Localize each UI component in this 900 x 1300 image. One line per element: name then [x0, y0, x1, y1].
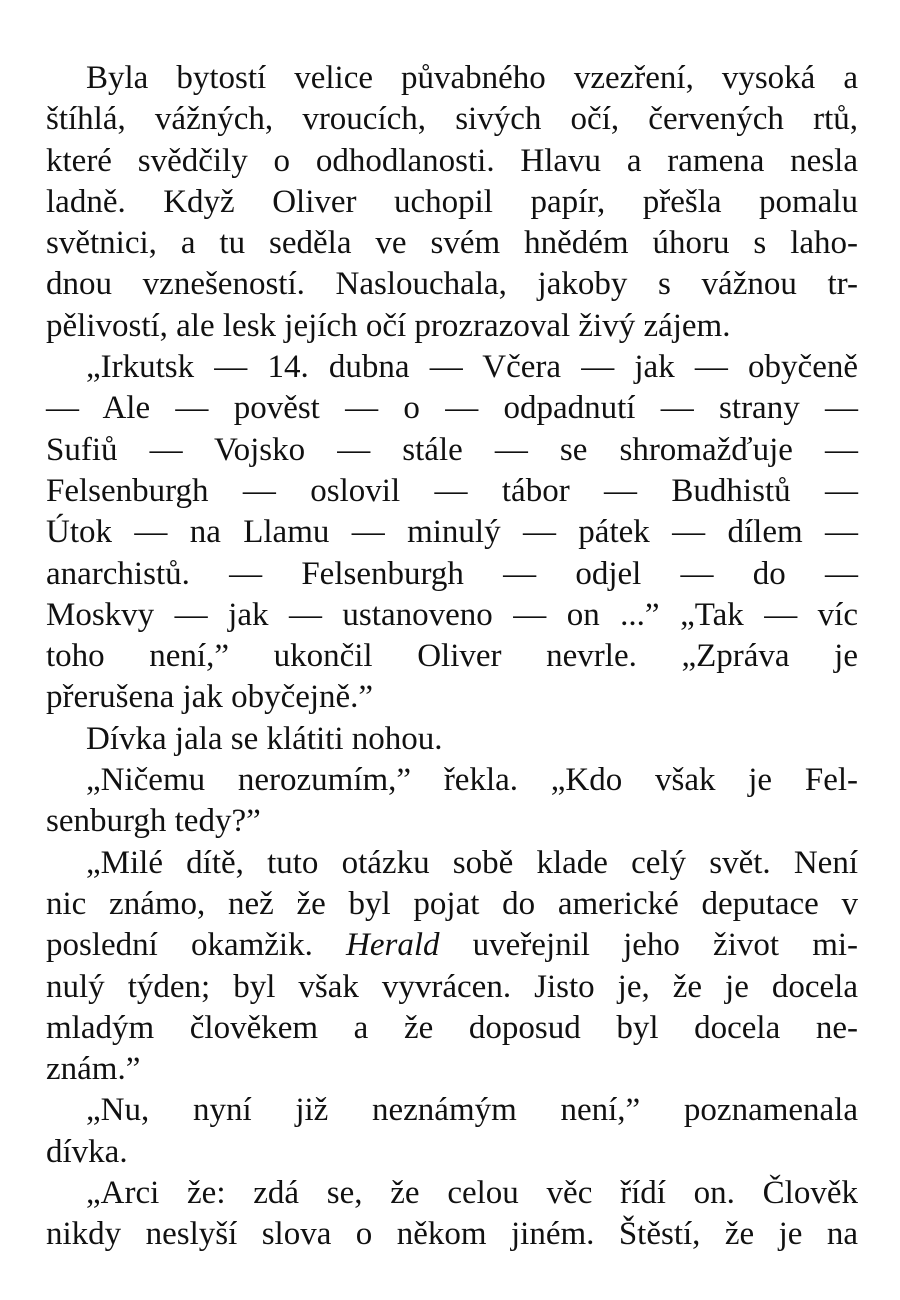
text-line: štíhlá, vážných, vroucích, sivých očí, červených rtů,: [46, 101, 858, 138]
body-text: [46, 58, 858, 1256]
text-line: dnou vznešeností. Naslouchala, jakoby s vážnou tr-: [46, 266, 858, 303]
text-line: ladně. Když Oliver uchopil papír, přešla pomalu: [46, 183, 858, 220]
text-line: nic známo, než že byl pojat do americké deputace v: [46, 885, 858, 922]
text-line: senburgh tedy?”: [46, 803, 261, 840]
paragraph: [46, 843, 858, 1091]
text-line: „Nu, nyní již neznámým není,” poznamenala: [86, 1092, 858, 1129]
text-segment: poslední okamžik.: [46, 927, 313, 964]
text-line: Dívka jala se klátiti nohou.: [86, 720, 443, 757]
text-line: nulý týden; byl však vyvrácen. Jisto je, že je docela: [46, 968, 858, 1005]
text-line: dívka.: [46, 1133, 128, 1170]
text-line: přerušena jak obyčejně.”: [46, 679, 374, 716]
text-line: toho není,” ukončil Oliver nevrle. „Zpráva je: [46, 638, 858, 675]
paragraph: [46, 58, 858, 347]
text-line: které svědčily o odhodlanosti. Hlavu a ramena nesla: [46, 142, 858, 179]
text-line: Byla bytostí velice půvabného vzezření, vysoká a: [86, 60, 858, 96]
text-line: pělivostí, ale lesk jejích očí prozrazoval živý zájem.: [46, 307, 731, 344]
text-line: — Ale — pověst — o — odpadnutí — strany —: [46, 390, 858, 427]
paragraph: [46, 760, 858, 843]
text-line: anarchistů. — Felsenburgh — odjel — do —: [46, 555, 858, 592]
text-line: „Ničemu nerozumím,” řekla. „Kdo však je Fel-: [86, 762, 858, 799]
text-line: „Irkutsk — 14. dubna — Včera — jak — obyčeně: [86, 349, 858, 386]
text-line: Moskvy — jak — ustanoveno — on ...” „Tak — víc: [46, 596, 858, 633]
text-line: nikdy neslyší slova o někom jiném. Štěstí, že je na: [46, 1216, 858, 1253]
text-line: Sufiů — Vojsko — stále — se shromažďuje —: [46, 431, 858, 468]
text-line: [46, 925, 858, 966]
text-line: Felsenburgh — oslovil — tábor — Budhistů —: [46, 472, 858, 509]
paragraph: [46, 1090, 858, 1173]
paragraph: [46, 719, 858, 760]
italic-title: Herald: [346, 927, 440, 964]
text-line: „Milé dítě, tuto otázku sobě klade celý svět. Není: [86, 844, 858, 881]
text-line: Útok — na Llamu — minulý — pátek — dílem —: [46, 514, 858, 551]
paragraph: [46, 347, 858, 719]
text-line: „Arci že: zdá se, že celou věc řídí on. Člověk: [86, 1175, 858, 1212]
paragraph: [46, 1173, 858, 1256]
text-line: znám.”: [46, 1051, 141, 1088]
text-line: světnici, a tu seděla ve svém hnědém úhoru s laho-: [46, 225, 858, 262]
text-line: mladým člověkem a že doposud byl docela ne-: [46, 1009, 858, 1046]
text-segment: uveřejnil jeho život mi-: [472, 927, 859, 964]
